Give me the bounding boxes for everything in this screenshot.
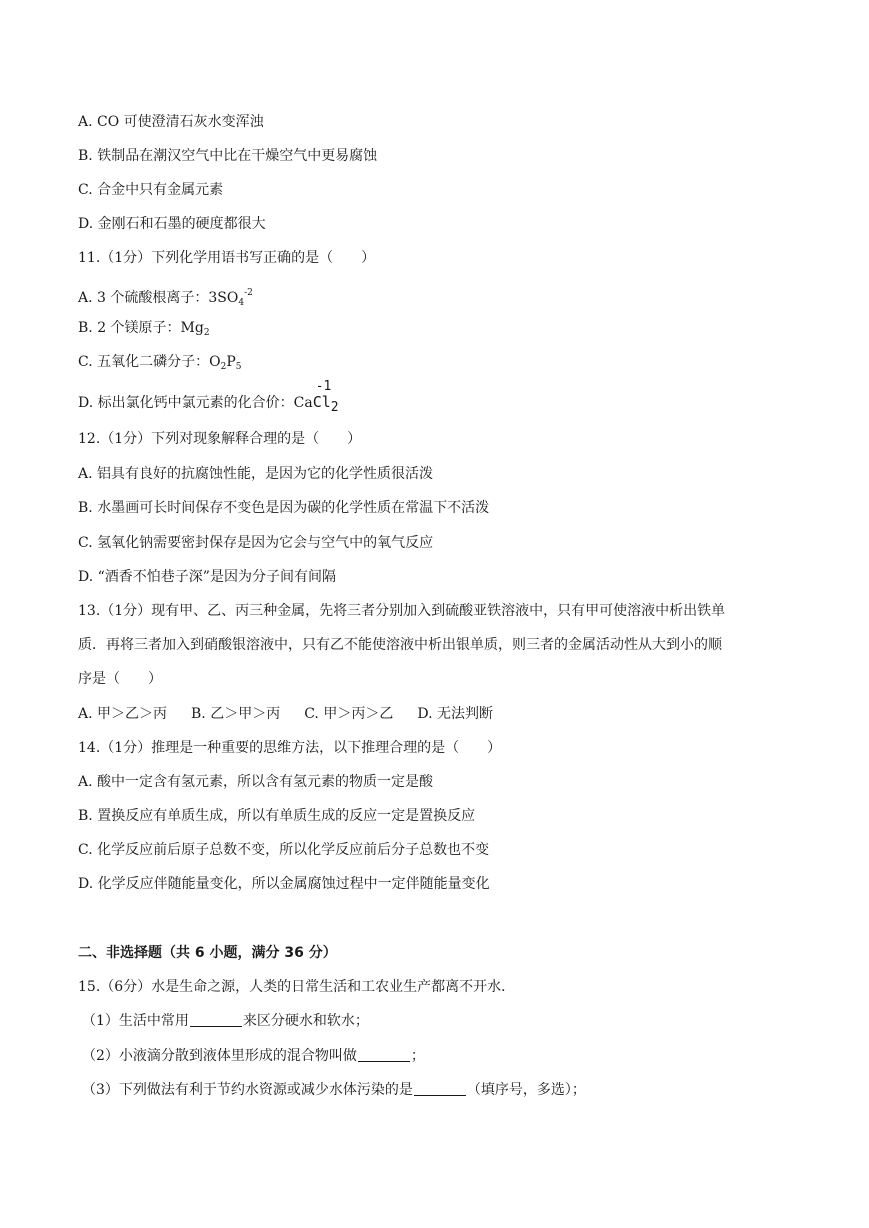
- q15-part-2: [82, 1046, 425, 1066]
- q12-option-a: A. 铝具有良好的抗腐蚀性能，是因为它的化学性质很活泼: [78, 466, 434, 482]
- q11-option-a-subscript: 4: [238, 298, 245, 308]
- q13-stem-line-2: 质．再将三者加入到硝酸银溶液中，只有乙不能使溶液中析出银单质，则三者的金属活动性从大到小的顺: [78, 637, 722, 653]
- q12-option-b: B. 水墨画可长时间保存不变色是因为碳的化学性质在常温下不活泼: [78, 500, 490, 516]
- q15-part-1-before: （1）生活中常用: [82, 1013, 189, 1029]
- q14-option-c: C. 化学反应前后原子总数不变，所以化学反应前后分子总数也不变: [78, 842, 490, 858]
- q10-option-c: C. 合金中只有金属元素: [78, 182, 224, 198]
- q12-option-d: D. “酒香不怕巷子深”是因为分子间有间隔: [78, 569, 336, 585]
- q11-option-c-subscript-1: 2: [220, 362, 227, 372]
- q15-stem: 15.（6分）水是生命之源，人类的日常生活和工农业生产都离不开水．: [78, 979, 516, 995]
- q15-part-3-blank: [414, 1081, 466, 1096]
- q11-option-d: [78, 379, 339, 418]
- q14-option-a: A. 酸中一定含有氢元素，所以含有氢元素的物质一定是酸: [78, 774, 434, 790]
- q10-option-d: D. 金刚石和石墨的硬度都很大: [78, 216, 266, 232]
- q15-part-2-after: ；: [410, 1048, 425, 1064]
- q11-option-c-subscript-2: 5: [235, 362, 242, 372]
- section-2-heading: 二、非选择题（共 6 小题，满分 36 分）: [78, 945, 337, 961]
- q11-option-c-text: C. 五氧化二磷分子：O: [78, 354, 221, 370]
- q13-stem-line-1: 13.（1分）现有甲、乙、丙三种金属，先将三者分别加入到硫酸亚铁溶液中，只有甲可使溶液中析出铁单: [78, 603, 726, 619]
- q15-part-3: [82, 1080, 586, 1100]
- q10-option-a: A. CO 可使澄清石灰水变浑浊: [78, 114, 264, 130]
- q14-option-d: D. 化学反应伴随能量变化，所以金属腐蚀过程中一定伴随能量变化: [78, 876, 490, 892]
- q15-part-1: [82, 1011, 369, 1031]
- q13-option-a: A. 甲＞乙＞丙: [78, 706, 168, 722]
- q11-option-b: [78, 318, 210, 343]
- q15-part-1-after: 来区分硬水和软水；: [242, 1013, 369, 1029]
- q15-part-2-before: （2）小液滴分散到液体里形成的混合物叫做: [82, 1048, 357, 1064]
- q11-option-b-subscript: 2: [203, 328, 210, 338]
- q11-option-a: [78, 283, 253, 313]
- q11-option-b-text: B. 2 个镁原子：Mg: [78, 320, 204, 336]
- q13-option-b: B. 乙＞甲＞丙: [191, 706, 281, 722]
- q10-option-b: B. 铁制品在潮汉空气中比在干燥空气中更易腐蚀: [78, 148, 378, 164]
- q11-option-d-valence-formula: [312, 379, 339, 418]
- q12-option-c: C. 氢氧化钠需要密封保存是因为它会与空气中的氧气反应: [78, 535, 434, 551]
- q11-stem: 11.（1分）下列化学用语书写正确的是（ ）: [78, 250, 376, 266]
- q14-option-b: B. 置换反应有单质生成，所以有单质生成的反应一定是置换反应: [78, 808, 476, 824]
- q15-part-2-blank: [358, 1047, 410, 1062]
- q13-options: [78, 704, 493, 724]
- q11-option-d-subscript: 2: [330, 400, 339, 415]
- q13-option-d: D. 无法判断: [417, 706, 493, 722]
- q11-option-d-cl: Cl: [312, 393, 331, 411]
- q15-part-3-after: （填序号，多选）；: [466, 1082, 586, 1098]
- q11-option-a-superscript: -2: [244, 288, 253, 298]
- q13-option-c: C. 甲＞丙＞乙: [304, 706, 394, 722]
- q11-option-d-valence: -1: [315, 379, 332, 394]
- q13-stem-line-3: 序是（ ）: [78, 671, 162, 687]
- q11-option-c: [78, 352, 241, 377]
- q11-option-a-text: A. 3 个硫酸根离子：3SO: [78, 290, 239, 306]
- q12-stem: 12.（1分）下列对现象解释合理的是（ ）: [78, 431, 362, 447]
- q11-option-c-mid: P: [226, 354, 236, 370]
- q15-part-3-before: （3）下列做法有利于节约水资源或减少水体污染的是: [82, 1082, 413, 1098]
- q14-stem: 14.（1分）推理是一种重要的思维方法，以下推理合理的是（ ）: [78, 740, 502, 756]
- q15-part-1-blank: [190, 1012, 242, 1027]
- q11-option-d-text: D. 标出氯化钙中氯元素的化合价：Ca: [78, 395, 313, 411]
